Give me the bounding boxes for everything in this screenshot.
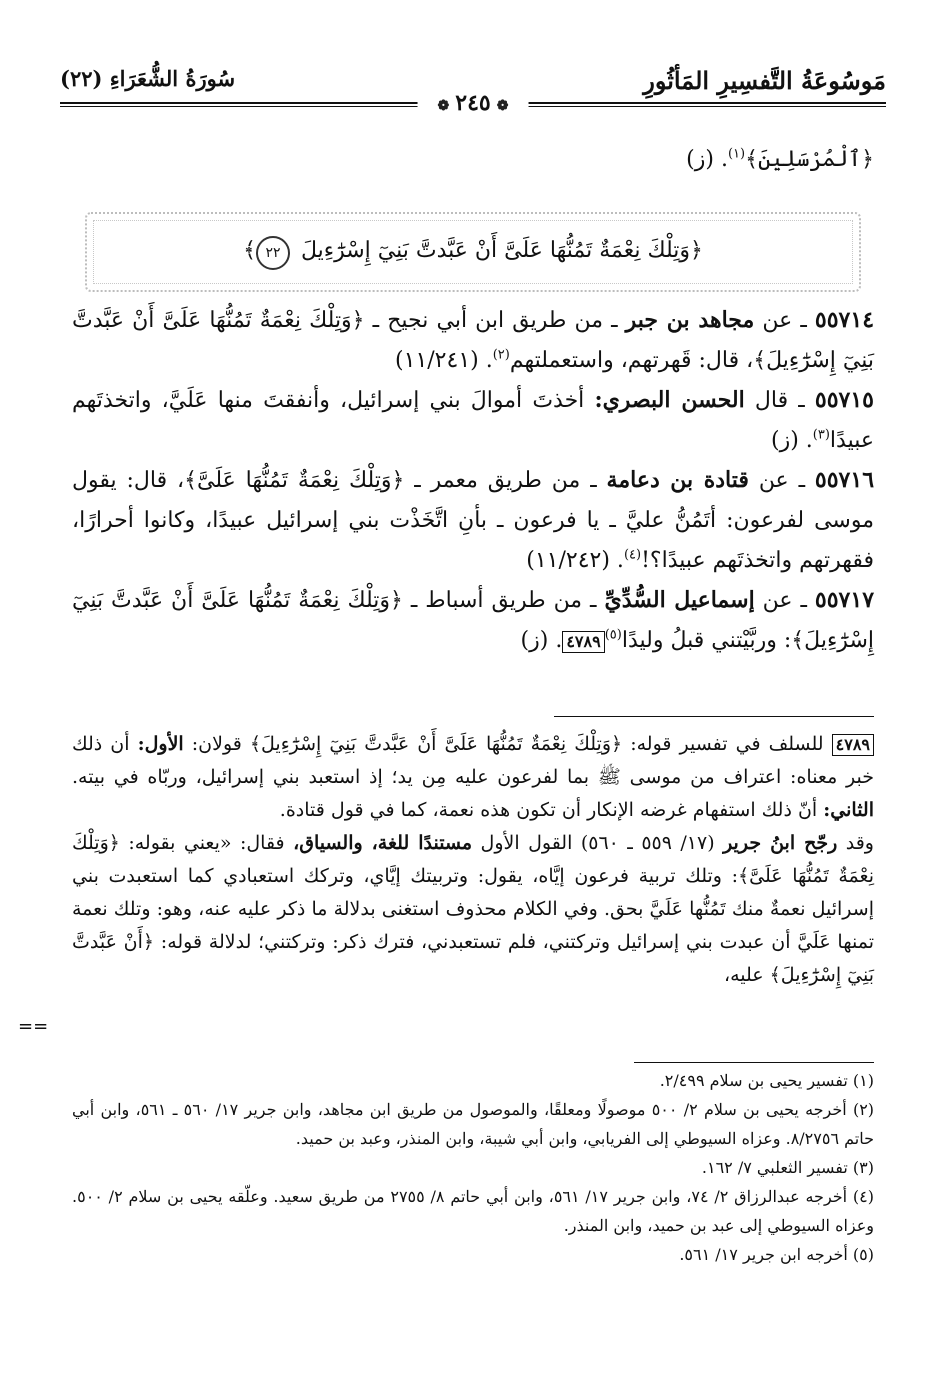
entry-number: ٥٥٧١٦ bbox=[814, 467, 875, 493]
verse-box bbox=[85, 212, 861, 292]
ornament-icon: ❁ bbox=[437, 98, 450, 114]
entry-number: ٥٥٧١٧ bbox=[814, 587, 875, 613]
opinion-label: الثاني: bbox=[823, 799, 874, 821]
note-separator bbox=[554, 716, 874, 717]
hadith-entry: ٥٥٧١٥ ـ قال الحسن البصري: أخذتَ أموالَ بني إسرائيل، وأنفقتَ منها عَلَيَّ، واتخذتَهم عبيدًا$^{(٣)}$. (ز) bbox=[72, 387, 874, 453]
footnote: (٥) أخرجه ابن جرير ١٧/ ٥٦١. bbox=[679, 1245, 874, 1264]
book-title: مَوسُوعَةُ التَّفسِيرِ المَأثُورِ bbox=[643, 66, 886, 95]
ornament-icon: ❁ bbox=[496, 98, 509, 114]
footnote: (١) تفسير يحيى بن سلام ٢/٤٩٩. bbox=[659, 1071, 874, 1090]
footnotes bbox=[72, 1066, 874, 1269]
footnote: (٢) أخرجه يحيى بن سلام ٢/ ٥٠٠ موصولًا ومعلقًا، والموصول من طريق ابن مجاهد، وابن جرير ١٧/ ٥٦٠ ـ ٥٦١، وابن أبي حاتم ٨/٢٧٥٦. وعزاه السيوطي إلى الفريابي، وابن أبي شيبة، وابن المنذر، وعبد بن حميد. bbox=[72, 1100, 875, 1148]
scholar-name: رجّح ابنُ جرير bbox=[723, 832, 838, 854]
entry-number: ٥٥٧١٤ bbox=[814, 307, 875, 333]
note-ref-box: ٤٧٨٩ bbox=[562, 631, 604, 653]
footnote-ref: (٢) bbox=[492, 347, 510, 363]
verse-text: ﴿وَتِلْكَ نِعْمَةٌ تَمُنُّهَا عَلَىَّ أَنْ عَبَّدتَّ بَنِيٓ إِسْرَٰٓءِيلَ ٢٢﴾ bbox=[87, 236, 859, 270]
footnote-ref: (١) bbox=[727, 146, 746, 162]
entry-number: ٥٥٧١٥ bbox=[814, 387, 874, 413]
basis-label: مستندًا للغة، والسياق، bbox=[293, 832, 473, 854]
commentary-note: ٤٧٨٩ للسلف في تفسير قوله: ﴿وَتِلْكَ نِعْمَةٌ تَمُنُّهَا عَلَىَّ أَنْ عَبَّدتَّ بَنِيٓ إِسْرَٰٓءِيلَ﴾ قولان: الأول: أن ذلك خبر معناه: اعتراف من موسى ﷺ بما لفرعون عليه مِن يد؛ إذ استعبد بني إسرائيل، وربّاه في بيته. الثاني: أنّ ذلك استفهام غرضه الإنكار أن تكون هذه نعمة، كما في قول قتادة. وقد رجّح ابنُ جرير (١٧/ ٥٥٩ ـ ٥٦٠) القول الأول مستندًا للغة، والسياق، فقال: «يعني بقوله: ﴿وَتِلْكَ نِعْمَةٌ تَمُنُّهَا عَلَىَّ﴾: وتلك تربية فرعون إيَّاه، يقول: وتربيتك إيَّاي، وتركك استعبادي كما استعبدت بني إسرائيل نعمةٌ منك تَمُنُّها عَلَيَّ بحق. وفي الكلام محذوف استغنى بدلالة ما ذكر عليه عنه، وهو: وتلك نعمة تمنها عَلَيَّ أن عبدت بني إسرائيل وتركتني، فلم تستعبدني، فترك ذكر: وتركتني؛ لدلالة قوله: ﴿أَنْ عَبَّدتَّ بَنِيٓ إِسْرَٰٓءِيلَ﴾ عليه، bbox=[72, 733, 874, 986]
narrator-name: مجاهد بن جبر bbox=[625, 307, 755, 333]
footnote-ref: (٣) bbox=[812, 427, 830, 443]
ayah-number-icon: ٢٢ bbox=[256, 236, 290, 270]
hadith-entry: ٥٥٧١٧ ـ عن إسماعيل السُّدِّيِّ ـ من طريق أسباط ـ ﴿وَتِلْكَ نِعْمَةٌ تَمُنُّهَا عَلَىَّ أَنْ عَبَّدتَّ بَنِيٓ إِسْرَٰٓءِيلَ﴾: وربَّيْتني قبلُ وليدًا$^{(٥)}$٤٧٨٩. (ز) bbox=[72, 587, 875, 653]
footnote: (٤) أخرجه عبدالرزاق ٢/ ٧٤، وابن جرير ١٧/ ٥٦١، وابن أبي حاتم ٨/ ٢٧٥٥ من طريق سعيد. وعلّقه يحيى بن سلام ٢/ ٥٠٠. وعزاه السيوطي إلى عبد بن حميد، وابن المنذر. bbox=[72, 1187, 874, 1235]
narrator-name: إسماعيل السُّدِّيِّ bbox=[604, 587, 755, 613]
footnote-separator bbox=[634, 1062, 874, 1063]
continuation-mark: == bbox=[18, 1016, 49, 1037]
page-header bbox=[60, 62, 886, 116]
footnote: (٣) تفسير الثعلبي ٧/ ١٦٢. bbox=[701, 1158, 874, 1177]
narrator-name: قتادة بن دعامة bbox=[606, 467, 749, 493]
footnote-ref: (٥) bbox=[604, 627, 622, 643]
continuation-line: ﴿ٱلْمُرْسَلِينَ﴾$^{(١)}$. (ز) bbox=[686, 146, 874, 172]
note-number-box: ٤٧٨٩ bbox=[832, 734, 874, 756]
hadith-entry: ٥٥٧١٤ ـ عن مجاهد بن جبر ـ من طريق ابن أبي نجيح ـ ﴿وَتِلْكَ نِعْمَةٌ تَمُنُّهَا عَلَىَّ أَنْ عَبَّدتَّ بَنِيٓ إِسْرَٰٓءِيلَ﴾، قال: قَهرتهم، واستعملتهم$^{(٢)}$. (١١/٢٤١) bbox=[72, 307, 875, 373]
opinion-label: الأول: bbox=[137, 733, 184, 755]
narrator-name: الحسن البصري: bbox=[594, 387, 745, 413]
hadith-entry: ٥٥٧١٦ ـ عن قتادة بن دعامة ـ من طريق معمر ـ ﴿وَتِلْكَ نِعْمَةٌ تَمُنُّهَا عَلَىَّ﴾، قال: يقول موسى لفرعون: أتَمُنُّ عليَّ ـ يا فرعون ـ بأنِ اتَّخَذْت بني إسرائيل عبيدًا، وكانوا أحرارًا، فقهرتهم واتخذتَهم عبيدًا؟!$^{(٤)}$. (١١/٢٤٢) bbox=[72, 467, 875, 573]
page-number: ❁٢٤٥❁ bbox=[418, 90, 529, 116]
surah-title: سُورَةُ الشُّعَرَاءِ (٢٢) bbox=[60, 66, 236, 91]
footnote-ref: (٤) bbox=[623, 547, 642, 563]
